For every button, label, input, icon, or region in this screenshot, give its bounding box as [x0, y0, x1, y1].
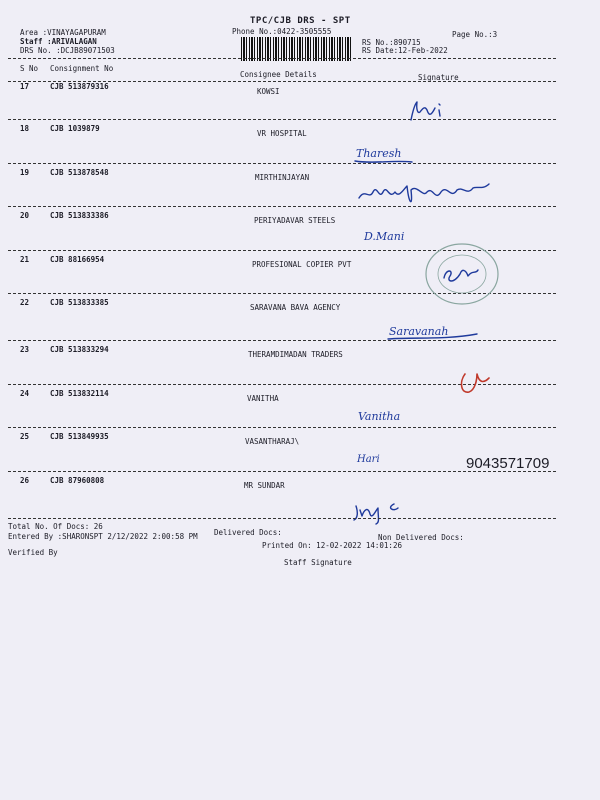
non-delivered-docs: Non Delivered Docs:: [378, 533, 464, 542]
row-consignment-no: CJB 1039879: [50, 124, 100, 133]
col-signature: Signature: [418, 73, 459, 82]
row-consignee: MR SUNDAR: [244, 481, 285, 490]
row-consignee: VR HOSPITAL: [257, 129, 307, 138]
row-consignee: KOWSI: [257, 87, 280, 96]
row-consignee: THERAMDIMADAN TRADERS: [248, 350, 343, 359]
row-sno: 20: [20, 211, 30, 220]
row-consignment-no: CJB 87960808: [50, 476, 105, 485]
row-sno: 17: [20, 82, 30, 91]
row-consignment-no: CJB 513833294: [50, 345, 109, 354]
row-consignee: MIRTHINJAYAN: [255, 173, 310, 182]
row-sno: 18: [20, 124, 30, 133]
row-consignment-no: CJB 513832114: [50, 389, 109, 398]
signature-row25-text: Hari: [357, 454, 380, 465]
signature-row22-text: Saravanah: [389, 325, 449, 338]
total-docs: Total No. Of Docs: 26: [8, 522, 103, 531]
row-divider: [8, 163, 556, 164]
row-divider: [8, 119, 556, 120]
entered-by: Entered By :SHARONSPT 2/12/2022 2:00:58 PM: [8, 532, 198, 541]
row-consignment-no: CJB 513833386: [50, 211, 109, 220]
row-consignee: VASANTHARAJ\: [245, 437, 300, 446]
document-title: TPC/CJB DRS - SPT: [250, 16, 351, 26]
col-consignment: Consignment No: [50, 64, 114, 73]
row-sno: 19: [20, 168, 30, 177]
row-divider: [8, 427, 556, 428]
row-sno: 21: [20, 255, 30, 264]
col-sno: S No: [20, 64, 39, 73]
row-consignment-no: CJB 88166954: [50, 255, 105, 264]
footer-divider: [8, 518, 556, 519]
row-consignee: PERIYADAVAR STEELS: [254, 216, 336, 225]
drs-number: DRS No. :DCJB89071503: [20, 46, 115, 55]
header-divider: [8, 58, 556, 59]
signature-row25: [355, 448, 395, 472]
row-consignee: VANITHA: [247, 394, 279, 403]
page-number: Page No.:3: [452, 30, 498, 39]
col-consignee: Consignee Details: [240, 70, 317, 79]
area-label: Area :VINAYAGAPURAM: [20, 28, 106, 37]
company-stamp: [420, 240, 505, 310]
verified-by: Verified By: [8, 548, 58, 557]
row-consignment-no: CJB 513833385: [50, 298, 109, 307]
phone-annotation-text: 9043571709: [466, 455, 550, 472]
row-sno: 22: [20, 298, 30, 307]
signature-row20-text: D.Mani: [364, 230, 405, 243]
signature-row22: [385, 318, 485, 344]
row-consignment-no: CJB 513879316: [50, 82, 109, 91]
signature-row19: [355, 178, 495, 212]
signature-row23: [455, 368, 495, 398]
signature-row18-text: Tharesh: [356, 147, 402, 160]
signature-row18: [352, 140, 422, 166]
row-sno: 23: [20, 345, 30, 354]
signature-row24-text: Vanitha: [358, 410, 401, 423]
printed-on: Printed On: 12-02-2022 14:01:26: [262, 541, 402, 550]
row-sno: 24: [20, 389, 30, 398]
rs-number: RS No.:890715: [362, 38, 421, 47]
row-consignment-no: CJB 513878548: [50, 168, 109, 177]
signature-row24: [352, 400, 442, 430]
rs-date: RS Date:12-Feb-2022: [362, 46, 448, 55]
row-sno: 25: [20, 432, 30, 441]
phone-annotation: [464, 448, 574, 478]
signature-row17: [405, 98, 465, 126]
phone-number: Phone No.:0422-3505555: [232, 27, 332, 36]
signature-row26: [350, 496, 440, 526]
delivered-docs: Delivered Docs:: [214, 528, 282, 537]
row-consignee: PROFESIONAL COPIER PVT: [252, 260, 352, 269]
staff-label: Staff :ARIVALAGAN: [20, 37, 97, 46]
staff-signature: Staff Signature: [284, 558, 352, 567]
row-consignment-no: CJB 513849935: [50, 432, 109, 441]
row-consignee: SARAVANA BAVA AGENCY: [250, 303, 341, 312]
row-sno: 26: [20, 476, 30, 485]
